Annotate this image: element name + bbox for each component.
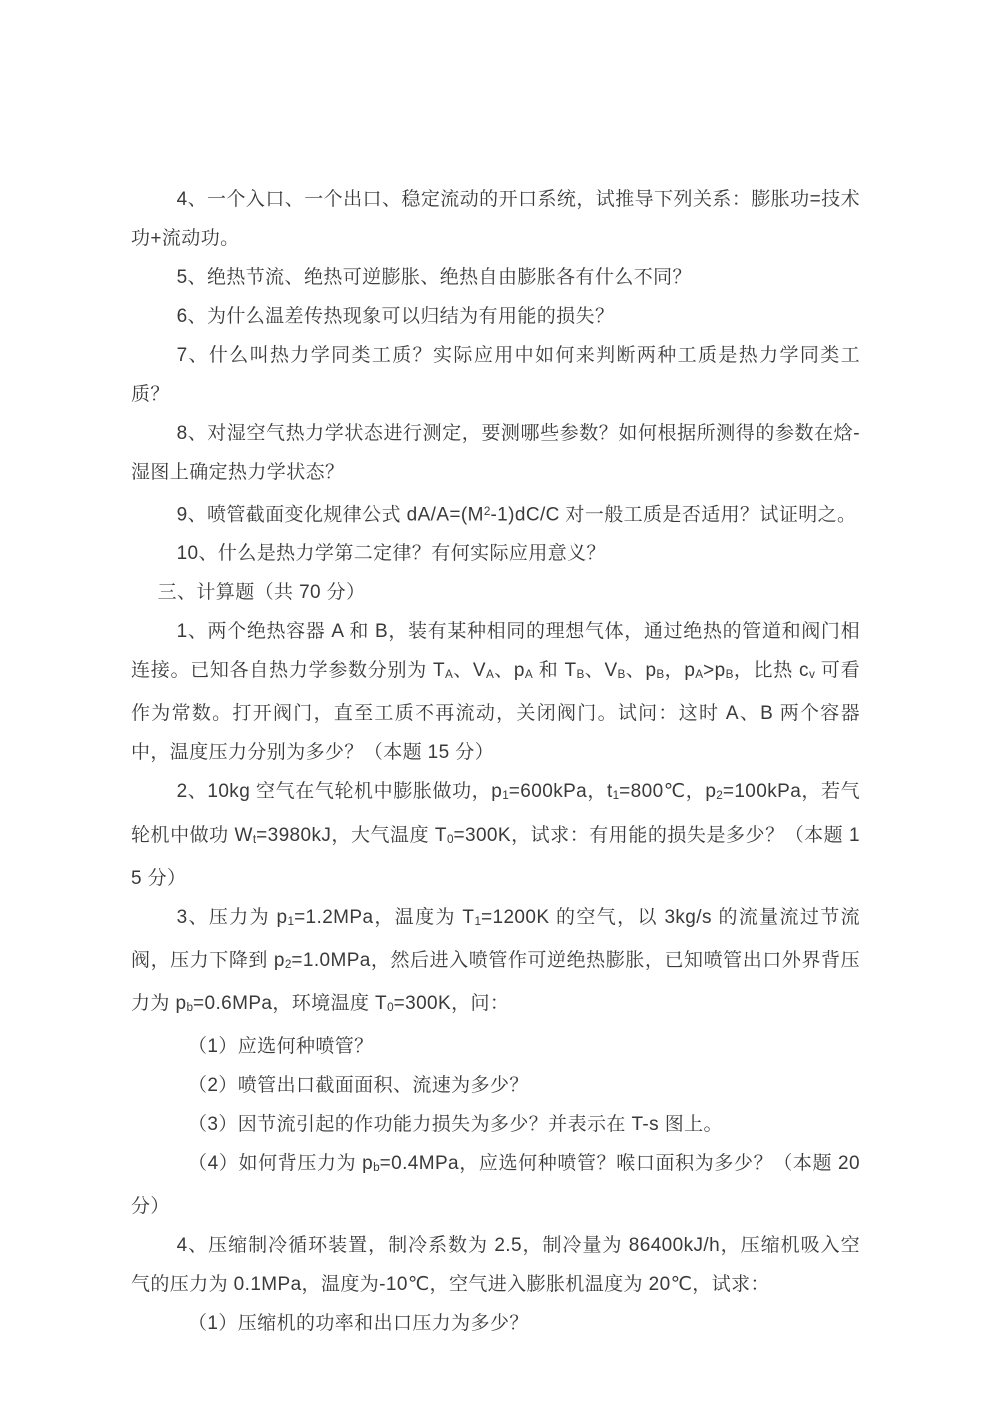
calc-problem-2: 2、10kg 空气在气轮机中膨胀做功，$p_1=600kPa$，$t_1=800℃$，$p_2=100kPa$，若气轮机中做功 $W_t=3980kJ$，大气温度 $T_0=300K$，试求：有用能的损失是多少？（本题 15 分） [131, 781, 860, 889]
review-question-7: 7、什么叫热力学同类工质？实际应用中如何来判断两种工质是热力学同类工质？ [131, 345, 860, 405]
calc-problem-3-part-1: （1）应选何种喷管？ [188, 1035, 374, 1057]
calc-problem-1: 1、两个绝热容器 A 和 B，装有某种相同的理想气体，通过绝热的管道和阀门相连接。已知各自热力学参数分别为 $T_A$、$V_A$、$p_A$ 和 $T_B$、$V_B$、$p_B$，$p_A>p_B$，比热 $c_v$ 可看作为常数。打开阀门，直至工质不再流动，关闭阀门。试问：这时 A、B 两个容器中，温度压力分别为多少？（本题 15 分） [131, 621, 860, 764]
review-question-9: 9、喷管截面变化规律公式 $dA/A=(M^2-1)dC/C$ 对一般工质是否适用？试证明之。 [176, 504, 857, 526]
review-question-6: 6、为什么温差传热现象可以归结为有用能的损失？ [176, 306, 615, 327]
calc-problem-3-part-3: （3）因节流引起的作功能力损失为多少？并表示在 T-s 图上。 [188, 1113, 723, 1135]
calc-problem-4: 4、压缩制冷循环装置，制冷系数为 2.5，制冷量为 86400kJ/h，压缩机吸入空气的压力为 0.1MPa，温度为-10℃，空气进入膨胀机温度为 20℃，试求： [131, 1235, 860, 1296]
review-question-5: 5、绝热节流、绝热可逆膨胀、绝热自由膨胀各有什么不同？ [176, 267, 692, 288]
calc-problem-4-part-1: （1）压缩机的功率和出口压力为多少？ [188, 1313, 529, 1335]
review-question-10: 10、什么是热力学第二定律？有何实际应用意义？ [176, 543, 606, 565]
review-question-4: 4、一个入口、一个出口、稳定流动的开口系统，试推导下列关系：膨胀功=技术功+流动功。 [131, 189, 860, 249]
calc-problem-3-part-2: （2）喷管出口截面面积、流速为多少？ [188, 1074, 529, 1096]
calc-problem-3: 3、压力为 $p_1=1.2MPa$，温度为 $T_1=1200K$ 的空气，以 3kg/s 的流量流过节流阀，压力下降到 $p_2=1.0MPa$，然后进入喷管作可逆绝热膨胀，已知喷管出口外界背压力为 $p_b=0.6MPa$，环境温度 $T_0=300K$，问： [131, 906, 860, 1014]
section-heading-calculation: 三、计算题（共 70 分） [157, 582, 366, 604]
review-question-8: 8、对湿空气热力学状态进行测定，要测哪些参数？如何根据所测得的参数在焓-湿图上确定热力学状态？ [131, 423, 860, 483]
calc-problem-3-part-4: （4）如何背压力为 $p_b=0.4MPa$，应选何种喷管？喉口面积为多少？（本题 20 分） [131, 1152, 860, 1218]
